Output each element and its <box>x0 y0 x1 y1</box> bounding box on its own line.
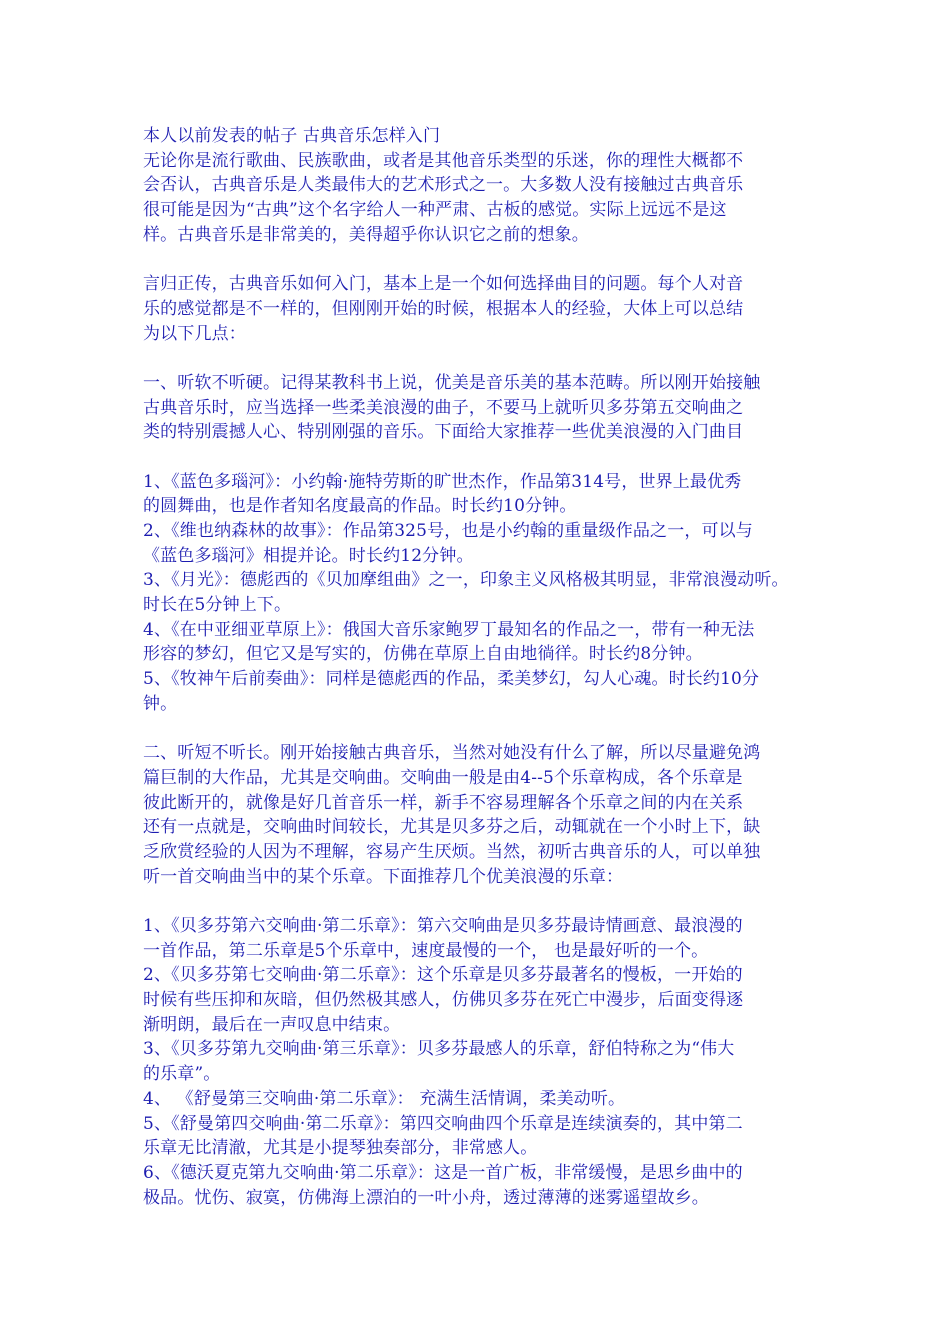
section2-intro-line: 二、听短不听长。刚开始接触古典音乐，当然对她没有什么了解，所以尽量避免鸿 <box>143 743 761 764</box>
paragraph-gap <box>143 247 823 272</box>
paragraph-gap <box>143 717 823 742</box>
section2-intro-line: 乏欣赏经验的人因为不理解，容易产生厌烦。当然，初听古典音乐的人，可以单独 <box>143 841 761 862</box>
intro-line: 无论你是流行歌曲、民族歌曲，或者是其他音乐类型的乐迷，你的理性大概都不 <box>143 150 744 171</box>
section2-list-line: 的乐章”。 <box>143 1064 221 1085</box>
section2-intro-line: 彼此断开的，就像是好几首音乐一样，新手不容易理解各个乐章之间的内在关系 <box>143 792 744 813</box>
section1-intro-line: 类的特别震撼人心、特别刚强的音乐。下面给大家推荐一些优美浪漫的入门曲目 <box>143 422 744 443</box>
intro-line: 很可能是因为“古典”这个名字给人一种严肃、古板的感觉。实际上远远不是这 <box>143 200 727 221</box>
section2-list-line: 渐明朗，最后在一声叹息中结束。 <box>143 1014 401 1035</box>
section1-list-line: 2、《维也纳森林的故事》：作品第325号，也是小约翰的重量级作品之一，可以与 <box>143 521 753 541</box>
section1-list-line: 4、《在中亚细亚草原上》：俄国大音乐家鲍罗丁最知名的作品之一，带有一种无法 <box>143 619 755 640</box>
section2-list-line: 乐章无比清澈，尤其是小提琴独奏部分，非常感人。 <box>143 1138 538 1159</box>
paragraph-gap <box>143 445 823 470</box>
section1-list-line: 3、《月光》：德彪西的《贝加摩组曲》之一，印象主义风格极其明显，非常浪漫动听。 <box>143 570 789 591</box>
document-title: 本人以前发表的帖子 古典音乐怎样入门 <box>143 126 441 146</box>
section2-list-line: 极品。忧伤、寂寞，仿佛海上漂泊的一叶小舟，透过薄薄的迷雾遥望故乡。 <box>143 1187 709 1208</box>
section2-list-line: 2、《贝多芬第七交响曲·第二乐章》：这个乐章是贝多芬最著名的慢板，一开始的 <box>143 965 743 986</box>
intro-line: 会否认，古典音乐是人类最伟大的艺术形式之一。大多数人没有接触过古典音乐 <box>143 175 744 196</box>
section2-list-line: 6、《德沃夏克第九交响曲·第二乐章》：这是一首广板，非常缓慢，是思乡曲中的 <box>143 1162 743 1183</box>
section1-list-line: 《蓝色多瑙河》相提并论。时长约12分钟。 <box>143 545 474 566</box>
section2-intro-line: 还有一点就是，交响曲时间较长，尤其是贝多芬之后，动辄就在一个小时上下，缺 <box>143 817 761 838</box>
para2-line: 乐的感觉都是不一样的，但刚刚开始的时候，根据本人的经验，大体上可以总结 <box>143 298 744 319</box>
document-body <box>143 124 823 1210</box>
section1-list-line: 的圆舞曲，也是作者知名度最高的作品。时长约10分钟。 <box>143 496 577 517</box>
section2-intro-line: 听一首交响曲当中的某个乐章。下面推荐几个优美浪漫的乐章： <box>143 866 624 887</box>
section1-list-line: 形容的梦幻，但它又是写实的，仿佛在草原上自由地徜徉。时长约8分钟。 <box>143 644 703 665</box>
section1-list-line: 时长在5分钟上下。 <box>143 595 292 616</box>
section1-list-line: 5、《牧神午后前奏曲》：同样是德彪西的作品，柔美梦幻，勾人心魂。时长约10分 <box>143 669 760 690</box>
intro-line: 样。古典音乐是非常美的，美得超乎你认识它之前的想象。 <box>143 224 589 245</box>
section1-intro-line: 一、听软不听硬。记得某教科书上说，优美是音乐美的基本范畴。所以刚开始接触 <box>143 372 761 393</box>
section2-list-line: 一首作品，第二乐章是5个乐章中，速度最慢的一个， 也是最好听的一个。 <box>143 940 709 961</box>
para2-line: 言归正传，古典音乐如何入门，基本上是一个如何选择曲目的问题。每个人对音 <box>143 274 744 295</box>
paragraph-gap <box>143 346 823 371</box>
section2-list-line: 时候有些压抑和灰暗，但仍然极其感人，仿佛贝多芬在死亡中漫步，后面变得逐 <box>143 990 744 1011</box>
section1-list-line: 1、《蓝色多瑙河》：小约翰·施特劳斯的旷世杰作，作品第314号，世界上最优秀 <box>143 471 742 492</box>
paragraph-gap <box>143 889 823 914</box>
section2-list-line: 3、《贝多芬第九交响曲·第三乐章》：贝多芬最感人的乐章，舒伯特称之为“伟大 <box>143 1039 735 1060</box>
para2-line: 为以下几点： <box>143 323 246 344</box>
section1-list-line: 钟。 <box>143 693 178 714</box>
section1-intro-line: 古典音乐时，应当选择一些柔美浪漫的曲子，不要马上就听贝多芬第五交响曲之 <box>143 397 744 418</box>
section2-list-line: 5、《舒曼第四交响曲·第二乐章》：第四交响曲四个乐章是连续演奏的，其中第二 <box>143 1113 743 1134</box>
section2-intro-line: 篇巨制的大作品，尤其是交响曲。交响曲一般是由4--5个乐章构成，各个乐章是 <box>143 767 743 788</box>
section2-list-line: 4、 《舒曼第三交响曲·第二乐章》： 充满生活情调，柔美动听。 <box>143 1088 626 1109</box>
section2-list-line: 1、《贝多芬第六交响曲·第二乐章》：第六交响曲是贝多芬最诗情画意、最浪漫的 <box>143 916 743 936</box>
